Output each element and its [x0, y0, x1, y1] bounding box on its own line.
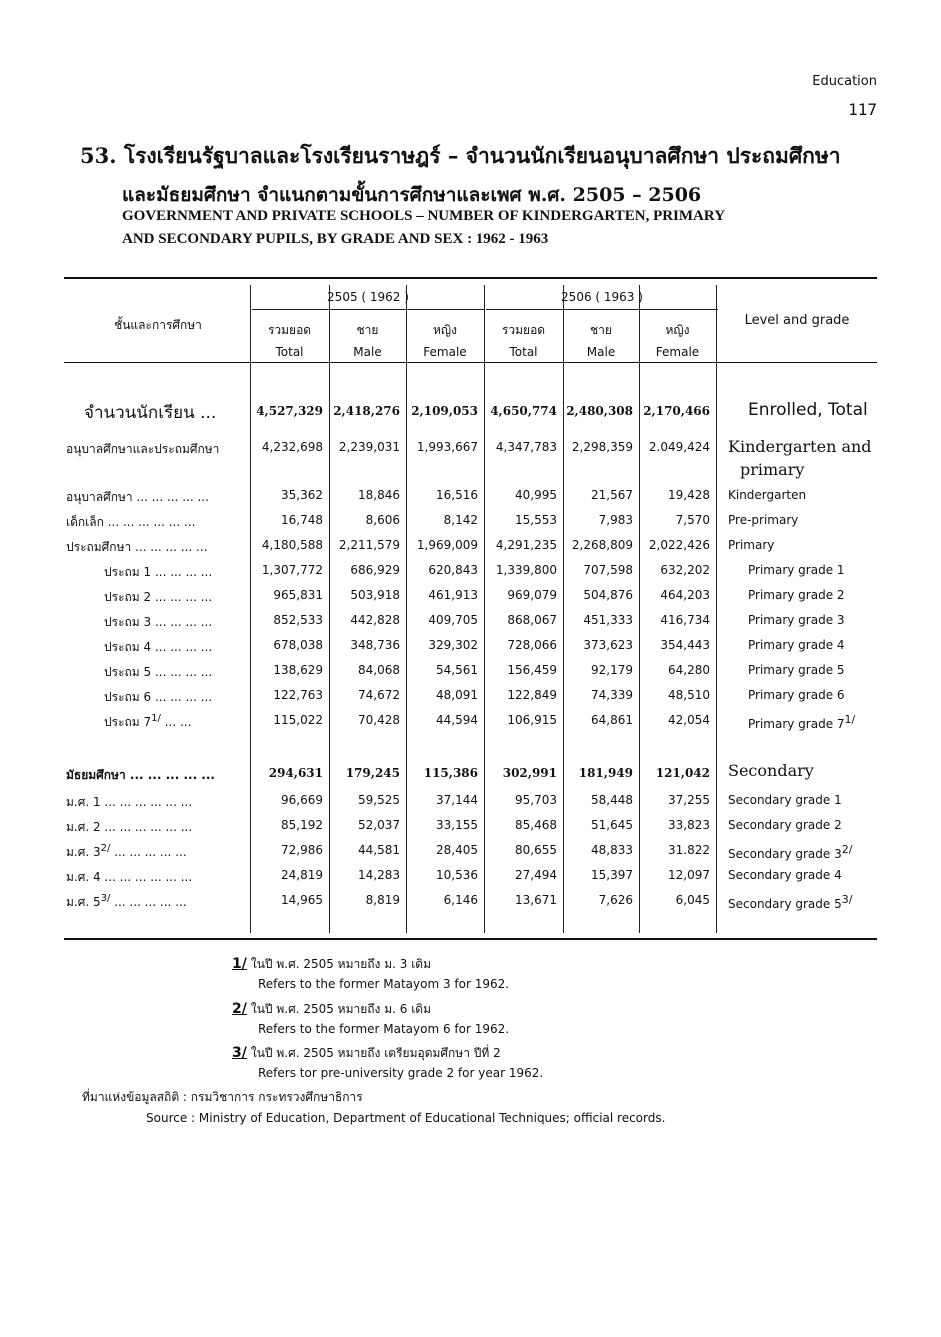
row-label-thai [66, 440, 219, 459]
table-cell: 4,527,329 [256, 404, 323, 418]
table-cell: 115,022 [273, 713, 323, 727]
table-cell: 7,626 [598, 893, 633, 907]
year-underline-1963 [486, 309, 718, 310]
table-cell: 74,339 [591, 688, 633, 702]
table-cell: 18,846 [358, 488, 400, 502]
table-cell: 632,202 [660, 563, 710, 577]
table-cell: 44,594 [436, 713, 478, 727]
footnote-reference: 1/ [151, 713, 161, 724]
footnote-marker: 3/ [232, 1045, 247, 1061]
row-label-thai [66, 513, 195, 532]
stub-header-english: Level and grade [744, 313, 850, 328]
row-label-english [728, 437, 872, 456]
footnote-marker: 2/ [232, 1001, 247, 1017]
row-label-english [728, 488, 806, 502]
header-bottom-rule [64, 362, 877, 363]
table-cell: 14,965 [281, 893, 323, 907]
row-label-english-text: Pre-primary [728, 513, 799, 527]
table-cell: 31.822 [668, 843, 710, 857]
column-header-thai: ชาย [590, 323, 612, 337]
row-label-english-text: Primary grade 1 [748, 563, 845, 577]
table-cell: 37,255 [668, 793, 710, 807]
table-cell: 28,405 [436, 843, 478, 857]
table-cell: 2,211,579 [338, 538, 400, 552]
table-cell: 4,347,783 [495, 440, 557, 454]
column-divider [716, 285, 717, 933]
table-cell: 51,645 [591, 818, 633, 832]
page-number: 117 [848, 100, 877, 119]
table-cell: 96,669 [281, 793, 323, 807]
table-cell: 6,146 [443, 893, 478, 907]
column-header-thai: รวมยอด [267, 323, 312, 337]
column-header-thai: ชาย [356, 323, 379, 337]
table-cell: 4,180,588 [261, 538, 323, 552]
row-label-leader: ... ... ... ... ... [110, 895, 187, 909]
table-cell: 4,650,774 [490, 404, 557, 418]
footnote-marker: 1/ [232, 956, 247, 972]
table-cell: 15,397 [591, 868, 633, 882]
table-cell: 64,280 [668, 663, 710, 677]
footnote-thai-text: ในปี พ.ศ. 2505 หมายถึง ม. 6 เดิม [250, 1002, 431, 1016]
row-label-english [748, 400, 868, 420]
row-label-english [748, 563, 845, 577]
table-cell: 2,022,426 [648, 538, 710, 552]
table-bottom-rule [64, 938, 877, 940]
row-label-text: ม.ศ. 2 ... ... ... ... ... ... [66, 820, 193, 834]
row-label-text: อนุบาลศึกษา ... ... ... ... ... [66, 490, 209, 504]
row-label-english [728, 893, 852, 911]
row-label-text: เด็กเล็ก ... ... ... ... ... ... [66, 515, 196, 529]
footnote-english: Refers to the former Matayom 3 for 1962. [258, 977, 510, 991]
year-header-1962: 2505 ( 1962 ) [327, 290, 409, 304]
table-cell: 868,067 [507, 613, 557, 627]
table-cell: 373,623 [583, 638, 633, 652]
table-cell: 1,993,667 [416, 440, 478, 454]
table-cell: 122,763 [273, 688, 323, 702]
table-cell: 121,042 [655, 766, 710, 780]
table-cell: 678,038 [273, 638, 323, 652]
row-label-thai [66, 538, 208, 557]
table-cell: 969,079 [507, 588, 557, 602]
row-label-english-text: Primary grade 3 [748, 613, 845, 627]
title-english-line1: GOVERNMENT AND PRIVATE SCHOOLS – NUMBER OF KINDERGARTEN, PRIMARY [122, 208, 726, 224]
table-cell: 294,631 [268, 766, 323, 780]
table-cell: 503,918 [350, 588, 400, 602]
table-cell: 181,949 [578, 766, 633, 780]
table-cell: 64,861 [591, 713, 633, 727]
table-cell: 70,428 [358, 713, 400, 727]
table-cell: 2,480,308 [566, 404, 633, 418]
table-cell: 27,494 [515, 868, 557, 882]
table-cell: 48,510 [668, 688, 710, 702]
table-cell: 138,629 [273, 663, 323, 677]
column-header-english: Male [353, 345, 382, 359]
stub-header: ชั้นและการศึกษา [114, 318, 202, 332]
row-label-thai [104, 713, 191, 732]
title-thai-text: โรงเรียนรัฐบาลและโรงเรียนราษฎร์ – จำนวนนักเรียนอนุบาลศึกษา ประถมศึกษา [123, 143, 841, 168]
table-cell: 442,828 [350, 613, 400, 627]
row-label-english [748, 663, 845, 677]
year-underline-1962 [252, 309, 484, 310]
table-cell: 59,525 [358, 793, 400, 807]
table-cell: 2,109,053 [411, 404, 478, 418]
column-divider [329, 285, 330, 933]
row-label-text: จำนวนนักเรียน ... [84, 403, 217, 423]
table-cell: 409,705 [428, 613, 478, 627]
table-cell: 8,819 [365, 893, 400, 907]
footnote-english: Refers tor pre-university grade 2 for year 1962. [258, 1066, 544, 1080]
table-cell: 42,054 [668, 713, 710, 727]
row-label-text: ประถม 2 ... ... ... ... [104, 590, 213, 604]
section-label: Education [812, 74, 877, 89]
table-cell: 14,283 [358, 868, 400, 882]
table-cell: 2,170,466 [643, 404, 710, 418]
table-cell: 54,561 [436, 663, 478, 677]
table-cell: 348,736 [350, 638, 400, 652]
table-cell: 6,045 [675, 893, 710, 907]
table-cell: 58,448 [591, 793, 633, 807]
row-label-thai [104, 663, 212, 682]
table-cell: 84,068 [358, 663, 400, 677]
footnote-reference: 2/ [841, 843, 853, 856]
row-label-text: ม.ศ. 5 [66, 895, 101, 909]
table-cell: 156,459 [507, 663, 557, 677]
footnote-thai [232, 1044, 501, 1063]
row-label-text: ประถม 7 [104, 715, 152, 729]
row-label-english-text: Secondary grade 1 [728, 793, 842, 807]
table-cell: 16,516 [436, 488, 478, 502]
row-label-thai [104, 638, 212, 657]
table-cell: 2,268,809 [571, 538, 633, 552]
row-label-thai [66, 843, 187, 862]
table-cell: 7,983 [598, 513, 633, 527]
table-cell: 686,929 [350, 563, 400, 577]
table-cell: 7,570 [675, 513, 710, 527]
footnote-english: Refers to the former Matayom 6 for 1962. [258, 1022, 510, 1036]
table-cell: 2,298,359 [571, 440, 633, 454]
table-cell: 2,239,031 [338, 440, 400, 454]
source-thai: ที่มาแห่งข้อมูลสถิติ : กรมวิชาการ กระทรวงศึกษาธิการ [82, 1090, 363, 1104]
column-divider [563, 285, 564, 933]
column-header-english: Female [655, 345, 700, 359]
table-cell: 728,066 [507, 638, 557, 652]
table-cell: 122,849 [507, 688, 557, 702]
row-label-thai [66, 766, 215, 785]
footnote-thai-text: ในปี พ.ศ. 2505 หมายถึง ม. 3 เดิม [250, 957, 431, 971]
row-label-english-text: Primary grade 6 [748, 688, 845, 702]
table-cell: 2.049,424 [648, 440, 710, 454]
column-header-english: Male [586, 345, 616, 359]
source-english: Source : Ministry of Education, Department of Educational Techniques; official records. [146, 1111, 666, 1125]
row-label-english [748, 588, 845, 602]
table-cell: 21,567 [591, 488, 633, 502]
column-header-thai: หญิง [433, 323, 457, 337]
column-header-thai: รวมยอด [501, 323, 546, 337]
row-label-english [728, 818, 842, 832]
footnote-reference: 3/ [841, 893, 853, 906]
row-label-leader: ... ... [160, 715, 192, 729]
row-label-english [728, 868, 842, 882]
table-cell: 24,819 [281, 868, 323, 882]
row-label-english [748, 713, 855, 731]
row-label-thai [104, 563, 212, 582]
table-cell: 106,915 [507, 713, 557, 727]
table-cell: 707,598 [583, 563, 633, 577]
row-label-text: มัธยมศึกษา ... ... ... ... ... [66, 768, 215, 782]
row-label-text: ม.ศ. 1 ... ... ... ... ... ... [66, 795, 193, 809]
footnote-thai [232, 1000, 431, 1019]
table-cell: 95,703 [515, 793, 557, 807]
row-label-thai [66, 818, 192, 837]
row-label-text: ม.ศ. 4 ... ... ... ... ... ... [66, 870, 193, 884]
table-cell: 8,142 [443, 513, 478, 527]
table-cell: 302,991 [502, 766, 557, 780]
table-cell: 179,245 [345, 766, 400, 780]
footnote-reference: 2/ [100, 843, 111, 854]
table-cell: 1,969,009 [416, 538, 478, 552]
table-cell: 852,533 [273, 613, 323, 627]
row-label-text: ประถมศึกษา ... ... ... ... ... [66, 540, 208, 554]
table-cell: 329,302 [428, 638, 478, 652]
table-cell: 354,443 [660, 638, 710, 652]
column-divider [250, 285, 251, 933]
table-cell: 965,831 [273, 588, 323, 602]
table-cell: 416,734 [660, 613, 710, 627]
title-thai-line2: และมัธยมศึกษา จำแนกตามขั้นการศึกษาและเพศ พ.ศ. 2505 – 2506 [122, 184, 702, 206]
row-label-english-text: Primary grade 2 [748, 588, 845, 602]
row-label-english [748, 613, 845, 627]
row-label-english-text: Enrolled, Total [748, 400, 868, 420]
table-cell: 16,748 [281, 513, 323, 527]
row-label-english-text: Primary grade 7 [748, 717, 845, 731]
title-thai-line1 [80, 140, 841, 173]
row-label-text: ประถม 6 ... ... ... ... [104, 690, 213, 704]
row-label-english-text: Secondary grade 5 [728, 897, 842, 911]
column-divider [406, 285, 407, 933]
table-cell: 13,671 [515, 893, 557, 907]
column-header-thai: หญิง [665, 323, 690, 337]
row-label-english-text: Primary grade 5 [748, 663, 845, 677]
footnote-thai [232, 955, 431, 974]
table-cell: 620,843 [428, 563, 478, 577]
table-cell: 504,876 [583, 588, 633, 602]
table-cell: 10,536 [436, 868, 478, 882]
row-label-thai [84, 399, 216, 426]
row-label-english [728, 793, 842, 807]
row-label-thai [66, 868, 192, 887]
table-cell: 8,606 [365, 513, 400, 527]
table-cell: 40,995 [515, 488, 557, 502]
table-cell: 74,672 [358, 688, 400, 702]
table-number: 53. [80, 143, 117, 168]
row-label-english-text: Secondary grade 2 [728, 818, 842, 832]
row-label-english-text: Primary grade 4 [748, 638, 845, 652]
row-label-english-text: Kindergarten [728, 488, 807, 502]
row-label-thai [66, 793, 192, 812]
row-label-english-text: Secondary grade 3 [728, 847, 842, 861]
row-label-thai [104, 688, 212, 707]
table-cell: 52,037 [358, 818, 400, 832]
row-label-english [728, 538, 774, 552]
column-divider [639, 285, 640, 933]
title-english-line2: AND SECONDARY PUPILS, BY GRADE AND SEX : 1962 - 1963 [122, 231, 549, 247]
row-label-text: ม.ศ. 3 [66, 845, 101, 859]
row-label-english-text: Secondary grade 4 [728, 868, 842, 882]
table-cell: 48,833 [591, 843, 633, 857]
table-cell: 1,339,800 [495, 563, 557, 577]
table-cell: 2,418,276 [333, 404, 400, 418]
row-label-text: ประถม 4 ... ... ... ... [104, 640, 213, 654]
table-cell: 44,581 [358, 843, 400, 857]
table-cell: 451,333 [583, 613, 633, 627]
table-cell: 1,307,772 [261, 563, 323, 577]
row-label-english [728, 513, 798, 527]
table-cell: 33,155 [436, 818, 478, 832]
footnote-thai-text: ในปี พ.ศ. 2505 หมายถึง เตรียมอุดมศึกษา ปีที่ 2 [250, 1046, 501, 1060]
row-label-english-text: Secondary [728, 761, 814, 780]
row-label-thai [104, 613, 212, 632]
row-label-leader: ... ... ... ... ... [110, 845, 187, 859]
row-label-text: อนุบาลศึกษาและประถมศึกษา [66, 442, 220, 456]
table-cell: 85,192 [281, 818, 323, 832]
table-cell: 115,386 [423, 766, 478, 780]
row-label-english [748, 638, 845, 652]
table-cell: 464,203 [660, 588, 710, 602]
table-cell: 48,091 [436, 688, 478, 702]
table-cell: 4,291,235 [495, 538, 557, 552]
table-cell: 461,913 [428, 588, 478, 602]
column-header-english: Total [275, 345, 304, 359]
column-header-english: Female [423, 345, 467, 359]
row-label-english-text: Kindergarten and [728, 437, 872, 456]
table-cell: 19,428 [668, 488, 710, 502]
row-label-english [748, 688, 845, 702]
row-label-english-text: Primary [728, 538, 775, 552]
row-label-english-line2: primary [740, 460, 805, 479]
row-label-thai [104, 588, 212, 607]
table-cell: 72,986 [281, 843, 323, 857]
footnote-reference: 3/ [100, 893, 111, 904]
row-label-thai [66, 893, 187, 912]
row-label-english [728, 761, 814, 780]
table-cell: 35,362 [281, 488, 323, 502]
row-label-english [728, 843, 852, 861]
row-label-text: ประถม 1 ... ... ... ... [104, 565, 213, 579]
table-cell: 80,655 [515, 843, 557, 857]
column-header-english: Total [509, 345, 538, 359]
table-cell: 33,823 [668, 818, 710, 832]
row-label-thai [66, 488, 209, 507]
table-top-rule [64, 277, 877, 279]
row-label-text: ประถม 5 ... ... ... ... [104, 665, 213, 679]
footnote-reference: 1/ [844, 713, 856, 726]
table-cell: 92,179 [591, 663, 633, 677]
column-divider [484, 285, 485, 933]
table-cell: 37,144 [436, 793, 478, 807]
table-cell: 4,232,698 [261, 440, 323, 454]
year-header-1963: 2506 ( 1963 ) [561, 290, 643, 304]
table-cell: 15,553 [515, 513, 557, 527]
table-cell: 12,097 [668, 868, 710, 882]
table-cell: 85,468 [515, 818, 557, 832]
row-label-text: ประถม 3 ... ... ... ... [104, 615, 213, 629]
